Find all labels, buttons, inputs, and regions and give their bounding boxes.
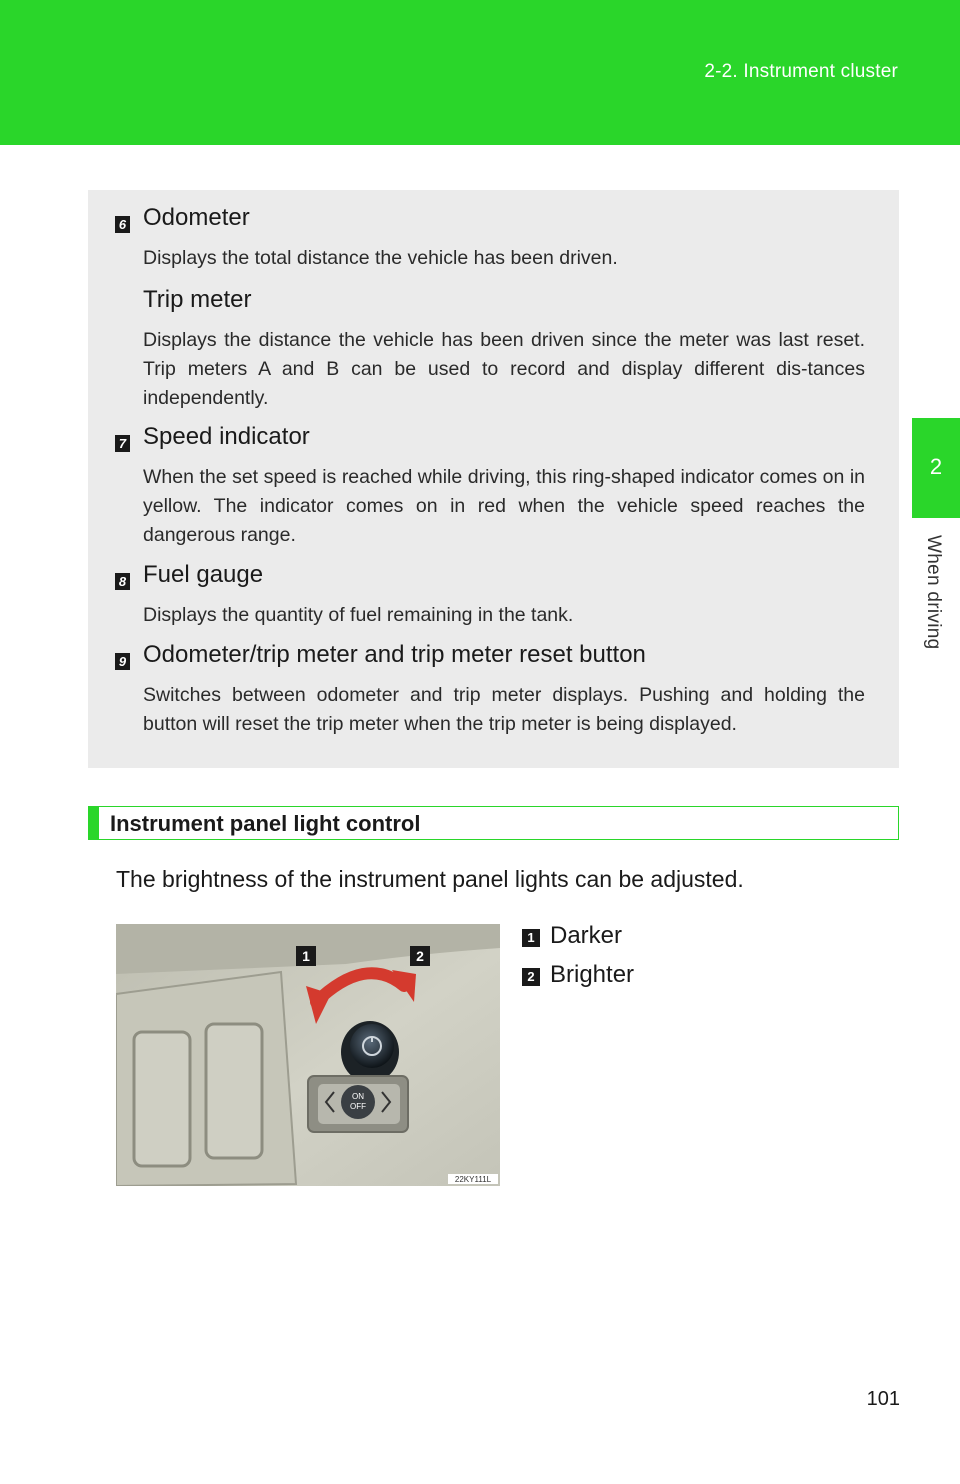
off-label: OFF xyxy=(350,1102,366,1111)
item-marker: 8 xyxy=(115,573,130,590)
item-description: Displays the distance the vehicle has been driven since the meter was last reset. Trip meters A and B can be used to record and display different dis-tances independently. xyxy=(143,329,865,409)
callout-2-label: 2 xyxy=(416,948,424,964)
dashboard-illustration xyxy=(116,924,500,1186)
figure-code: 22KY111L xyxy=(454,1175,492,1184)
switch-blank-left xyxy=(134,1032,190,1166)
callout-1-label: 1 xyxy=(302,948,310,964)
item-title: Odometer/trip meter and trip meter reset button xyxy=(143,641,646,668)
item-description: Displays the total distance the vehicle has been driven. xyxy=(143,247,618,269)
legend-label: Darker xyxy=(550,922,623,949)
item-marker: 7 xyxy=(115,435,130,452)
brightness-knob[interactable] xyxy=(350,1024,394,1068)
item-title: Odometer xyxy=(143,204,250,231)
page-number: 101 xyxy=(866,1388,900,1410)
item-marker: 6 xyxy=(115,216,130,233)
chapter-tab-label: When driving xyxy=(923,535,944,650)
section-intro: The brightness of the instrument panel lights can be adjusted. xyxy=(116,866,744,892)
item-title: Trip meter xyxy=(143,286,252,313)
section-heading-accent xyxy=(89,807,99,839)
legend-marker: 2 xyxy=(522,968,540,986)
continued-items-box xyxy=(88,190,899,768)
section-title: Instrument panel light control xyxy=(110,811,421,836)
item-description: Displays the quantity of fuel remaining in the tank. xyxy=(143,604,574,626)
section-heading-bar xyxy=(88,806,899,840)
chapter-tab[interactable] xyxy=(912,418,960,518)
item-description: Switches between odometer and trip meter displays. Pushing and holding the button will reset the trip meter when the trip meter is being displayed. xyxy=(143,684,865,735)
chapter-section-title: 2-2. Instrument cluster xyxy=(704,61,898,82)
switch-blank-right xyxy=(206,1024,262,1158)
header-band xyxy=(0,0,960,145)
item-title: Fuel gauge xyxy=(143,561,264,588)
dashboard-photo xyxy=(116,924,500,1186)
legend-marker: 1 xyxy=(522,929,540,947)
item-title: Speed indicator xyxy=(143,423,310,450)
item-marker: 9 xyxy=(115,653,130,670)
legend-label: Brighter xyxy=(550,961,635,988)
chapter-tab-number: 2 xyxy=(929,454,943,479)
on-label: ON xyxy=(352,1092,364,1101)
item-description: When the set speed is reached while driving, this ring-shaped indicator comes on in yellow. The indicator comes on in red when the vehicle speed reaches the dangerous range. xyxy=(143,466,865,546)
